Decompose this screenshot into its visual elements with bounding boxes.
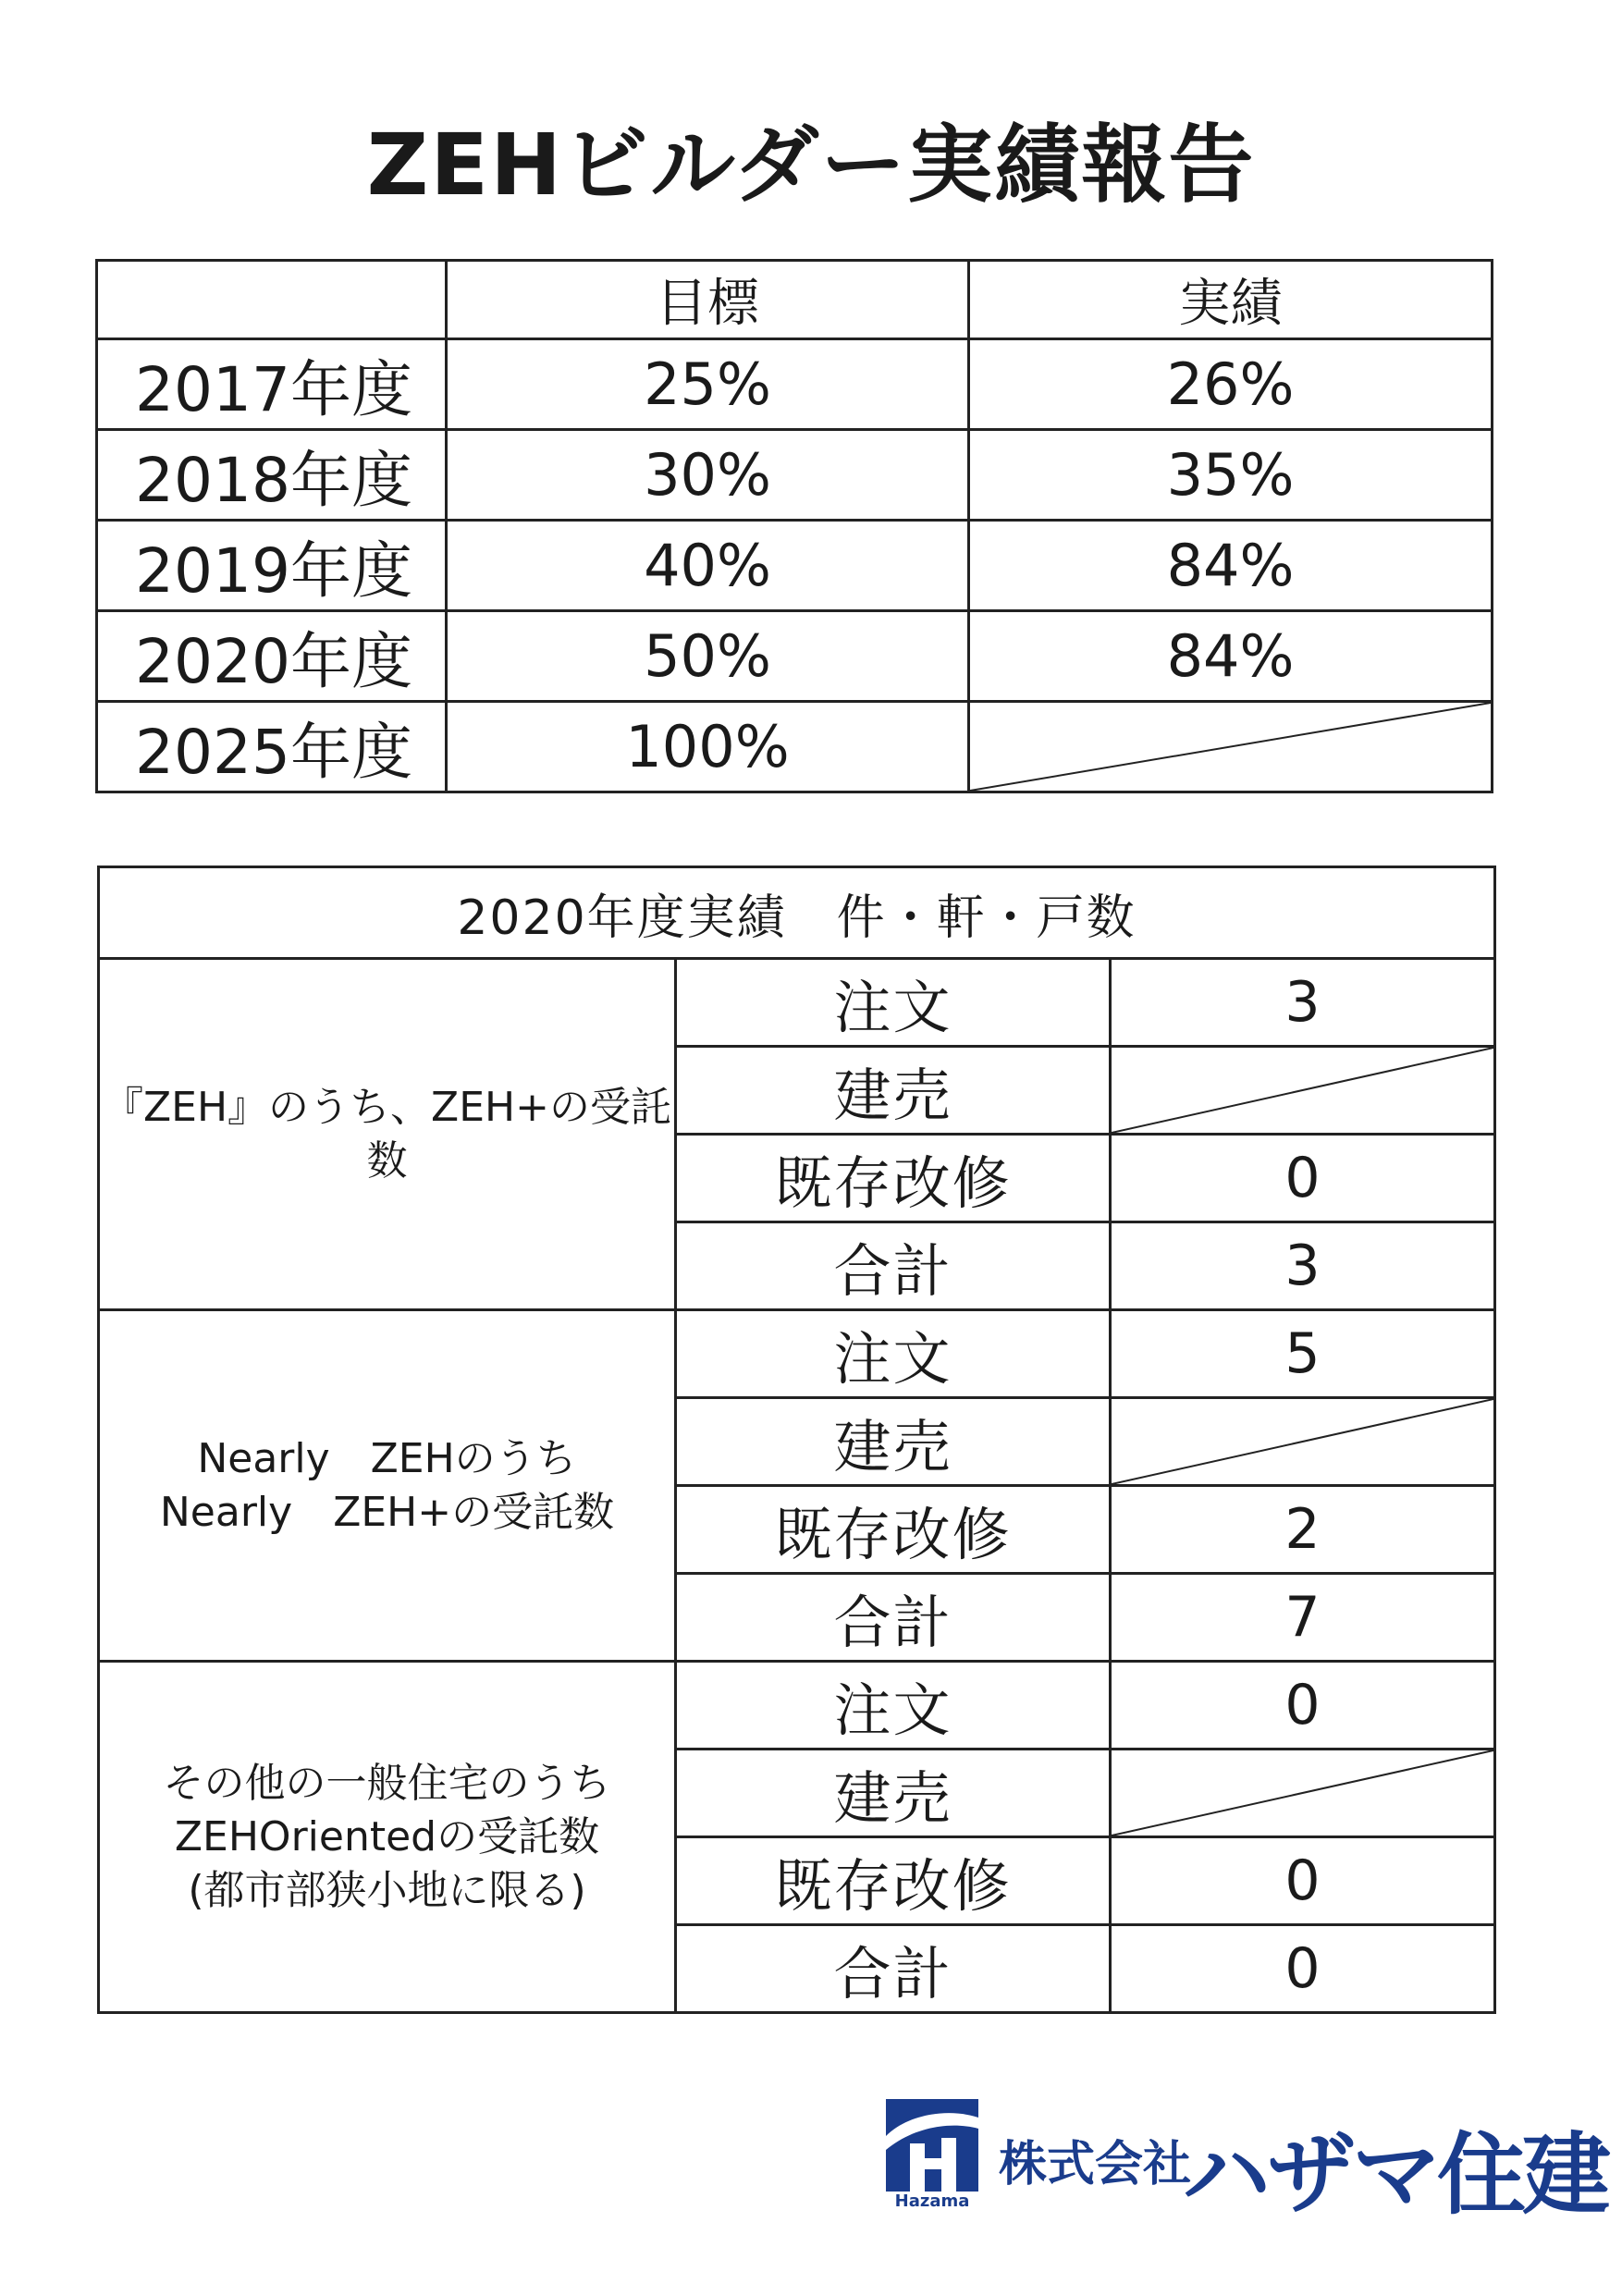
actual-cell: 84% <box>969 611 1493 702</box>
item-label: 合計 <box>676 1925 1111 2013</box>
header-target: 目標 <box>447 261 969 339</box>
group-label-line: その他の一般住宅のうち <box>163 1759 611 1807</box>
target-cell: 30% <box>447 430 969 521</box>
table-row <box>97 339 1493 430</box>
actual-cell: 35% <box>969 430 1493 521</box>
table-header-row <box>97 261 1493 339</box>
item-value: 5 <box>1111 1310 1495 1398</box>
item-value-na <box>1111 1047 1495 1135</box>
company-name: ハザマ住建 <box>1182 2123 1607 2227</box>
actual-cell-na <box>969 702 1493 792</box>
target-cell: 100% <box>447 702 969 792</box>
item-value: 0 <box>1111 1837 1495 1925</box>
year-cell: 2025年度 <box>97 702 447 792</box>
table-caption-row <box>99 867 1495 959</box>
group-label-zeh <box>99 959 676 1310</box>
item-value: 7 <box>1111 1574 1495 1662</box>
not-applicable-slash <box>1112 1399 1493 1484</box>
table-row <box>97 611 1493 702</box>
table-row <box>99 1662 1495 1750</box>
group-label-line: Nearly ZEHのうち <box>197 1434 577 1482</box>
item-value-na <box>1111 1398 1495 1486</box>
group-label-line: (都市部狭小地に限る) <box>188 1866 586 1914</box>
item-label: 合計 <box>676 1222 1111 1310</box>
group-label-nearly-zeh <box>99 1310 676 1662</box>
company-prefix: 株式会社 <box>999 2137 1192 2192</box>
year-cell: 2019年度 <box>97 521 447 611</box>
table-row <box>97 430 1493 521</box>
target-cell: 50% <box>447 611 969 702</box>
item-label: 既存改修 <box>676 1135 1111 1222</box>
not-applicable-slash <box>1112 1750 1493 1836</box>
group-label-zeh-oriented <box>99 1662 676 2013</box>
item-label: 合計 <box>676 1574 1111 1662</box>
table-row <box>97 521 1493 611</box>
item-label: 建売 <box>676 1047 1111 1135</box>
item-value: 3 <box>1111 959 1495 1047</box>
item-label: 建売 <box>676 1398 1111 1486</box>
year-cell: 2018年度 <box>97 430 447 521</box>
item-value: 0 <box>1111 1925 1495 2013</box>
item-value: 3 <box>1111 1222 1495 1310</box>
item-value: 2 <box>1111 1486 1495 1574</box>
page-title: ZEHビルダー実績報告 <box>366 116 1256 215</box>
item-label: 既存改修 <box>676 1837 1111 1925</box>
hazama-logo-icon <box>886 2099 978 2210</box>
not-applicable-slash <box>970 703 1491 791</box>
table-row <box>99 1310 1495 1398</box>
header-empty <box>97 261 447 339</box>
hazama-logo-mark <box>886 2099 978 2192</box>
year-cell: 2017年度 <box>97 339 447 430</box>
item-label: 注文 <box>676 1310 1111 1398</box>
company-logo <box>886 2099 1607 2227</box>
results-2020-table <box>97 866 1496 2014</box>
table-caption: 2020年度実績 件・軒・戸数 <box>99 867 1495 959</box>
item-label: 注文 <box>676 959 1111 1047</box>
actual-cell: 84% <box>969 521 1493 611</box>
header-actual: 実績 <box>969 261 1493 339</box>
target-cell: 40% <box>447 521 969 611</box>
table-row <box>99 959 1495 1047</box>
not-applicable-slash <box>1112 1048 1493 1133</box>
group-label-line: 『ZEH』のうち、ZEH+の受託数 <box>103 1083 671 1185</box>
logo-mark-text: Hazama <box>894 2192 970 2211</box>
item-value-na <box>1111 1750 1495 1837</box>
zeh-target-table <box>95 259 1493 793</box>
item-value: 0 <box>1111 1135 1495 1222</box>
year-cell: 2020年度 <box>97 611 447 702</box>
item-label: 既存改修 <box>676 1486 1111 1574</box>
item-label: 注文 <box>676 1662 1111 1750</box>
item-value: 0 <box>1111 1662 1495 1750</box>
actual-cell: 26% <box>969 339 1493 430</box>
target-cell: 25% <box>447 339 969 430</box>
group-label-line: ZEHOrientedの受託数 <box>174 1812 600 1860</box>
group-label-line: Nearly ZEH+の受託数 <box>159 1488 615 1536</box>
item-label: 建売 <box>676 1750 1111 1837</box>
table-row <box>97 702 1493 792</box>
